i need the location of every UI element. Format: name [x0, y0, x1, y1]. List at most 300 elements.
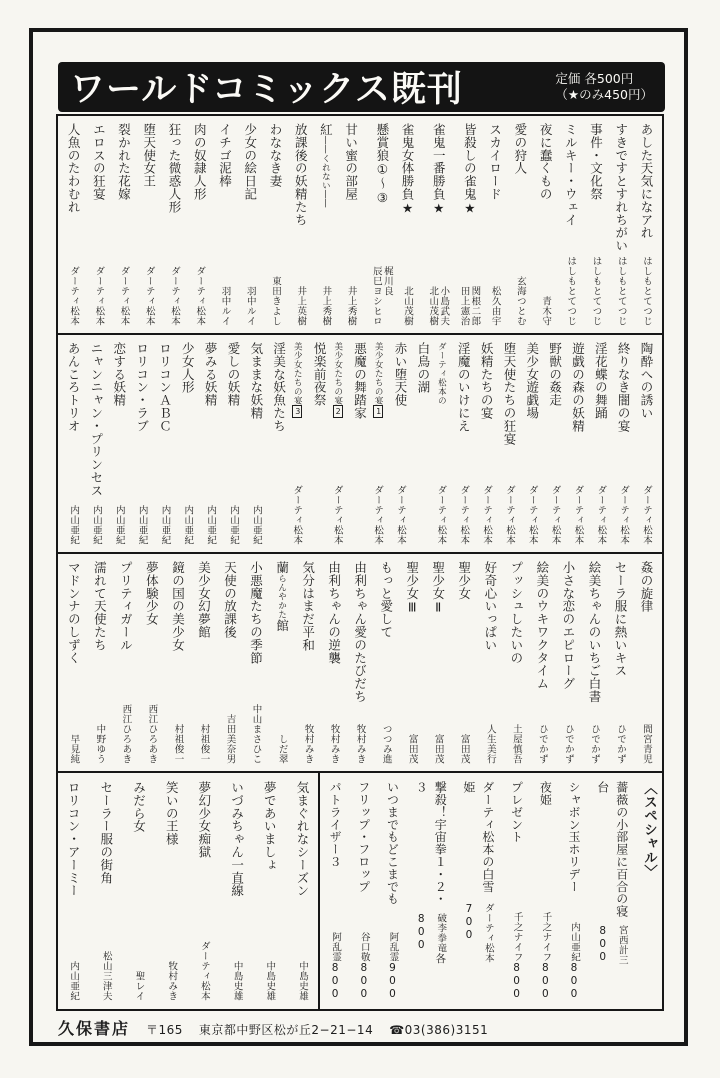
author-name: ひでかず — [536, 724, 548, 764]
book-price: 900 — [386, 962, 399, 1001]
author-name: 中島史雄 — [231, 961, 243, 1001]
book-title-group — [129, 781, 148, 833]
book-entry — [486, 123, 505, 326]
author-name: 破李拳竜 — [435, 913, 447, 954]
book-credit-group — [291, 286, 310, 326]
author-name: はしもとてつじ — [565, 256, 577, 326]
book-title-group — [87, 342, 106, 497]
book-authors — [133, 971, 144, 1001]
book-credit-group — [64, 961, 83, 1001]
book-credit-group — [194, 724, 213, 764]
author-name: 西江ひろあき — [120, 704, 132, 764]
book-title-group — [373, 123, 392, 205]
author-name: 内山亜紀 — [159, 505, 171, 545]
book-title-group — [162, 781, 181, 846]
book-title: 蘭 — [274, 561, 290, 574]
book-title: 人魚のたわむれ — [66, 123, 82, 214]
author-name: 関根二郎 — [469, 286, 481, 326]
author-name: ダーティ松本 — [198, 941, 210, 1001]
book-title-group — [64, 123, 83, 213]
book-entry — [165, 123, 184, 326]
book-credit-group — [591, 485, 610, 545]
author-name: はしもとてつじ — [590, 256, 602, 326]
title-prefix: 美少女たちの宴 — [292, 342, 303, 405]
book-authors — [540, 296, 551, 326]
book-authors — [572, 485, 583, 545]
book-title-group — [241, 123, 260, 200]
book-entry — [403, 561, 422, 764]
book-credit-group — [325, 724, 344, 764]
book-title: 肉の奴隷人形 — [192, 123, 208, 201]
book-entry — [454, 123, 479, 326]
book-title-group — [454, 342, 473, 432]
author-name: 中島史雄 — [297, 961, 308, 1001]
book-title: 絵美ちゃんのいちご白書 — [586, 561, 602, 703]
book-title-group — [90, 561, 109, 651]
book-title: 雀鬼一番勝負★ — [431, 123, 447, 216]
book-authors — [245, 286, 256, 326]
book-title-group — [316, 123, 335, 208]
book-title: 笑いの王様 — [164, 781, 180, 846]
book-title-group — [260, 781, 279, 871]
author-name: 内山亜紀 — [136, 505, 148, 545]
book-title-group — [587, 123, 606, 200]
author-name: ダーティ松本 — [618, 485, 630, 545]
author-name: 小島武夫 — [438, 286, 450, 326]
book-entry — [355, 781, 374, 1001]
book-title-group — [142, 561, 161, 626]
book-authors — [512, 912, 523, 962]
book-title-group — [533, 561, 552, 690]
book-title-group — [342, 123, 361, 200]
book-title-group — [477, 342, 496, 419]
book-title-group — [559, 561, 578, 690]
book-title: 恋する妖精 — [111, 342, 127, 407]
book-authors — [219, 286, 230, 326]
book-credit-group — [536, 296, 555, 326]
book-authors — [504, 485, 515, 545]
publisher-phone: ☎03(386)3151 — [389, 1023, 489, 1037]
book-credit-group — [215, 286, 234, 326]
book-authors — [435, 485, 446, 545]
title-prefix: 美少女たちの宴 — [332, 342, 343, 405]
book-credit-group — [221, 714, 240, 764]
book-authors — [402, 286, 413, 326]
book-title-group — [403, 561, 422, 615]
book-entry — [194, 561, 213, 764]
book-authors — [91, 505, 102, 545]
book-authors — [94, 724, 105, 764]
book-title-group — [384, 781, 403, 905]
book-credit-group — [429, 734, 448, 764]
book-price: 700 — [462, 903, 475, 943]
book-authors — [372, 485, 383, 545]
author-name: 村祖俊一 — [172, 724, 184, 764]
book-title: 終りなき闇の宴 — [616, 342, 632, 433]
book-price: 800 — [596, 924, 609, 964]
book-title: 聖少女Ⅲ — [404, 561, 420, 616]
book-entry — [546, 342, 565, 545]
book-title-group — [637, 123, 656, 239]
book-title: 野獣の姦走 — [547, 342, 563, 407]
author-name: ダーティ松本 — [331, 485, 343, 545]
book-entry — [391, 342, 410, 545]
book-credit-group — [326, 932, 345, 1001]
book-credit-group — [64, 734, 83, 764]
author-name: ダーティ松本 — [503, 485, 515, 545]
book-title: 皆殺しの雀鬼★ — [462, 123, 478, 216]
book-credit-group — [273, 734, 292, 764]
author-name: ひでかず — [588, 724, 600, 764]
book-authors — [291, 485, 302, 545]
book-entry — [585, 561, 604, 764]
book-credit-group — [287, 485, 306, 545]
book-credit-group — [637, 724, 656, 764]
book-title: ロリコン・アーミー — [66, 781, 82, 898]
author-name: 中山まさひこ — [250, 704, 262, 764]
author-name: 内山亜紀 — [227, 505, 239, 545]
book-title: ロリコンＡＢＣ — [157, 342, 173, 433]
book-title-group — [64, 342, 83, 432]
book-entry — [587, 123, 606, 326]
book-authors — [144, 266, 155, 326]
book-title: 夢みる妖精 — [203, 342, 219, 407]
book-authors — [615, 724, 626, 764]
author-name: 内山亜紀 — [569, 922, 581, 962]
book-title: 天使の放課後 — [222, 561, 238, 639]
book-title: 愛の狩人 — [512, 123, 528, 175]
book-authors — [563, 724, 574, 764]
book-authors — [93, 266, 104, 326]
author-name: 阿乱霊 — [387, 932, 399, 962]
book-title-group — [293, 781, 312, 897]
author-name: 聖レイ — [133, 971, 145, 1001]
book-entry — [460, 781, 498, 1001]
book-title-group — [116, 561, 135, 651]
book-title-group — [194, 561, 213, 638]
book-title-group — [64, 781, 83, 897]
book-title: 悪魔の舞踏家 — [352, 342, 368, 420]
author-name: 富田茂 — [406, 734, 418, 764]
book-authors — [346, 286, 357, 326]
book-authors — [119, 266, 130, 326]
book-title-group — [594, 781, 632, 925]
book-entry — [455, 561, 474, 764]
author-name: 中島史雄 — [264, 961, 276, 1001]
book-title: 淫美な妖魚たち — [271, 342, 287, 433]
book-entry — [201, 342, 220, 545]
book-entry — [342, 123, 361, 326]
book-title: 堕天使たちの狂宴 — [501, 342, 517, 446]
book-title: 好奇心いっぱい — [482, 561, 498, 652]
book-title: プリティガール — [118, 561, 134, 652]
book-authors — [589, 724, 600, 764]
book-entry — [260, 781, 279, 1001]
book-title: 紅 — [318, 123, 334, 136]
book-credit-group — [637, 485, 656, 545]
book-entry — [90, 561, 109, 764]
author-name: つつみ進 — [380, 724, 392, 764]
book-entry — [162, 781, 181, 1001]
book-authors — [297, 961, 308, 1001]
special-heading-label: 〈スペシャル〉 — [641, 781, 657, 879]
book-entry — [224, 342, 243, 545]
book-credit-group — [90, 724, 109, 764]
book-credit-group — [511, 276, 530, 326]
book-entry — [637, 561, 656, 764]
book-title: 薔薇の小部屋に百合の寝台 — [595, 781, 629, 918]
book-credit-group — [247, 505, 266, 545]
author-name: 富田茂 — [432, 734, 444, 764]
book-authors — [641, 724, 652, 764]
book-entry — [398, 123, 417, 326]
book-entry — [500, 342, 519, 545]
book-title-group — [429, 561, 448, 615]
book-credit-group — [460, 903, 498, 1001]
book-title: 鏡の国の美少女 — [170, 561, 186, 652]
author-name: 東田きよし — [269, 276, 281, 326]
author-name: 玄海つとむ — [514, 276, 526, 326]
book-credit-group — [140, 266, 159, 326]
book-entry — [129, 781, 148, 1001]
book-title: フリップ・フロップ — [356, 781, 371, 893]
author-name: 内山亜紀 — [68, 505, 80, 545]
book-title-group — [221, 561, 240, 638]
book-entry — [190, 123, 209, 326]
book-entry — [247, 342, 266, 545]
book-credit-group — [110, 505, 129, 545]
book-authors — [433, 734, 444, 764]
book-authors — [483, 903, 494, 963]
volume-number-badge: 2 — [333, 407, 343, 416]
book-title: 聖少女 — [456, 561, 472, 600]
book-title: セーラ服に熱いキス — [612, 561, 628, 678]
book-title: 小さな恋のエピローグ — [560, 561, 576, 690]
book-authors — [172, 724, 183, 764]
page-title: ワールドコミックス既刊 — [70, 70, 463, 110]
book-entry — [325, 561, 344, 764]
title-prefix-line — [289, 342, 307, 432]
author-name: 谷口敬 — [358, 932, 370, 962]
book-title: 少女人形 — [180, 342, 196, 394]
book-authors — [565, 256, 576, 326]
book-credit-group — [637, 256, 656, 326]
book-title: みだら女 — [131, 781, 147, 833]
book-entry — [507, 561, 526, 764]
book-title: 赤い堕天使 — [392, 342, 408, 407]
title-prefix-line — [370, 342, 388, 419]
book-authors — [169, 266, 180, 326]
book-authors — [329, 724, 340, 764]
author-name: 田上憲治 — [458, 286, 470, 326]
band-4 — [58, 773, 662, 1009]
author-name: 井上秀樹 — [345, 286, 357, 326]
book-price: 800 — [539, 962, 552, 1001]
band-1 — [58, 116, 662, 335]
book-credit-group — [168, 724, 187, 764]
author-name: 牧村みき — [166, 961, 178, 1001]
book-authors — [264, 961, 275, 1001]
book-title-group — [398, 123, 417, 216]
book-entry — [454, 342, 473, 545]
title-prefix-line — [329, 342, 347, 418]
book-entry — [351, 342, 388, 545]
author-name: 内山亜紀 — [250, 505, 262, 545]
band-2 — [58, 335, 662, 554]
book-title: あした天気になアれ — [639, 123, 654, 240]
author-name: 中野ゆう — [94, 724, 106, 764]
book-title-group — [273, 561, 292, 632]
book-title: 濡れて天使たち — [92, 561, 108, 652]
book-title: もっと愛して — [378, 561, 394, 639]
book-title-group — [546, 342, 565, 407]
book-authors — [332, 485, 343, 545]
book-entry — [64, 561, 83, 764]
book-authors — [355, 724, 366, 764]
book-price: 800 — [568, 962, 581, 1001]
author-name: ダーティ松本 — [482, 903, 494, 964]
book-credit-group — [129, 971, 148, 1001]
book-credit-group — [481, 724, 500, 764]
book-authors — [435, 913, 446, 953]
author-name: ダーティ松本 — [68, 266, 80, 326]
book-credit-group — [178, 505, 197, 545]
book-credit-group — [455, 734, 474, 764]
book-entry — [89, 123, 108, 326]
book-title-group — [391, 342, 410, 407]
book-title: 甘い蜜の部屋 — [343, 123, 359, 201]
book-authors — [485, 724, 496, 764]
book-title-group — [299, 561, 318, 651]
author-name: はしもとてつじ — [615, 256, 627, 326]
book-title: 陶酔への誘い — [639, 342, 654, 420]
book-authors — [550, 485, 561, 545]
author-name: 井上英樹 — [295, 286, 307, 326]
book-title: 気まぐれなシーズン — [295, 781, 310, 898]
book-authors — [359, 932, 370, 962]
book-entry — [351, 561, 370, 764]
book-credit-group — [391, 485, 410, 545]
book-title-group — [201, 342, 220, 407]
author-name: 阿乱霊 — [330, 932, 342, 962]
author-name: 辰巳ヨシヒロ — [370, 266, 382, 326]
book-entry — [611, 561, 630, 764]
publisher-name: 久保書店 — [58, 1019, 131, 1038]
book-entry — [64, 781, 83, 1001]
book-credit-group — [224, 505, 243, 545]
book-authors — [68, 505, 79, 545]
volume-number-badge: 1 — [374, 407, 384, 416]
book-authors — [101, 951, 112, 1001]
book-authors — [68, 734, 79, 764]
book-entry — [561, 123, 580, 326]
book-authors — [395, 485, 406, 545]
book-title-group — [568, 342, 587, 432]
book-credit-group — [64, 266, 83, 326]
book-title-group — [270, 342, 307, 432]
book-title: 淫魔のいけにえ — [456, 342, 472, 433]
book-authors — [511, 724, 522, 764]
book-title-group — [64, 561, 83, 664]
book-title-group — [612, 123, 631, 252]
book-authors — [458, 485, 469, 545]
book-title-group — [460, 123, 479, 216]
book-title-group — [351, 342, 388, 419]
author-name: 内山亜紀 — [182, 505, 194, 545]
book-authors — [137, 505, 148, 545]
book-title-group — [215, 123, 234, 188]
book-credit-group — [162, 961, 181, 1001]
author-name: 内山亜紀 — [113, 505, 125, 545]
author-name: 土屋慎吾 — [510, 724, 522, 764]
book-credit-group — [367, 266, 392, 326]
book-authors — [166, 961, 177, 1001]
book-title-group — [133, 342, 152, 432]
book-title: ロリコン・ラブ — [134, 342, 150, 433]
book-entry — [384, 781, 403, 1001]
book-credit-group — [368, 485, 387, 545]
book-title-group — [195, 781, 214, 858]
book-credit-group — [561, 256, 580, 326]
book-title-group — [355, 781, 374, 893]
book-title: 気分はまだ平和 — [300, 561, 316, 652]
book-credit-group — [568, 485, 587, 545]
book-title-group — [266, 123, 285, 188]
book-title-group — [500, 342, 519, 445]
book-authors — [205, 505, 216, 545]
book-authors — [198, 724, 209, 764]
book-title-group — [565, 781, 584, 893]
book-title: 夜姫 — [538, 781, 553, 806]
author-name: ダーティ松本 — [291, 485, 303, 545]
book-title: 少女の絵日記 — [242, 123, 258, 201]
book-credit-group — [89, 266, 108, 326]
book-authors — [159, 505, 170, 545]
author-name: 北山茂樹 — [402, 286, 414, 326]
book-credit-group — [614, 485, 633, 545]
author-name: 内山亜紀 — [205, 505, 217, 545]
book-title-group — [178, 342, 197, 394]
book-authors — [225, 714, 236, 764]
book-title: イチゴ泥棒 — [217, 123, 233, 188]
book-title: ダーティ松本の白雪姫 — [461, 781, 495, 893]
book-entry — [293, 781, 312, 1001]
book-title: 美少女幻夢館 — [196, 561, 212, 639]
volume-number-badge: 3 — [293, 407, 303, 416]
book-title: 小悪魔たちの季節 — [248, 561, 264, 665]
book-entry — [559, 561, 578, 764]
author-name: 羽中ルイ — [244, 286, 256, 326]
author-name: 梶川良 — [381, 266, 393, 296]
book-title: 懸賞狼①〜③ — [374, 123, 390, 206]
book-title: エロスの狂宴 — [91, 123, 107, 201]
title-prefix: 美少女たちの宴 — [373, 342, 384, 405]
book-title-group — [460, 781, 498, 903]
book-title: 撃殺！宇宙拳１・２・３ — [414, 781, 448, 905]
book-entry — [536, 123, 555, 326]
author-name: ダーティ松本 — [641, 485, 652, 545]
book-credit-group — [546, 485, 565, 545]
book-entry — [523, 342, 542, 545]
book-title-group — [429, 123, 448, 216]
book-entry — [142, 561, 161, 764]
book-authors — [146, 704, 157, 764]
book-credit-group — [423, 286, 448, 326]
book-authors — [481, 485, 492, 545]
book-entry — [481, 561, 500, 764]
book-title: スカイロード — [487, 123, 503, 201]
book-title: 由利ちゃんの逆襲 — [326, 561, 342, 665]
